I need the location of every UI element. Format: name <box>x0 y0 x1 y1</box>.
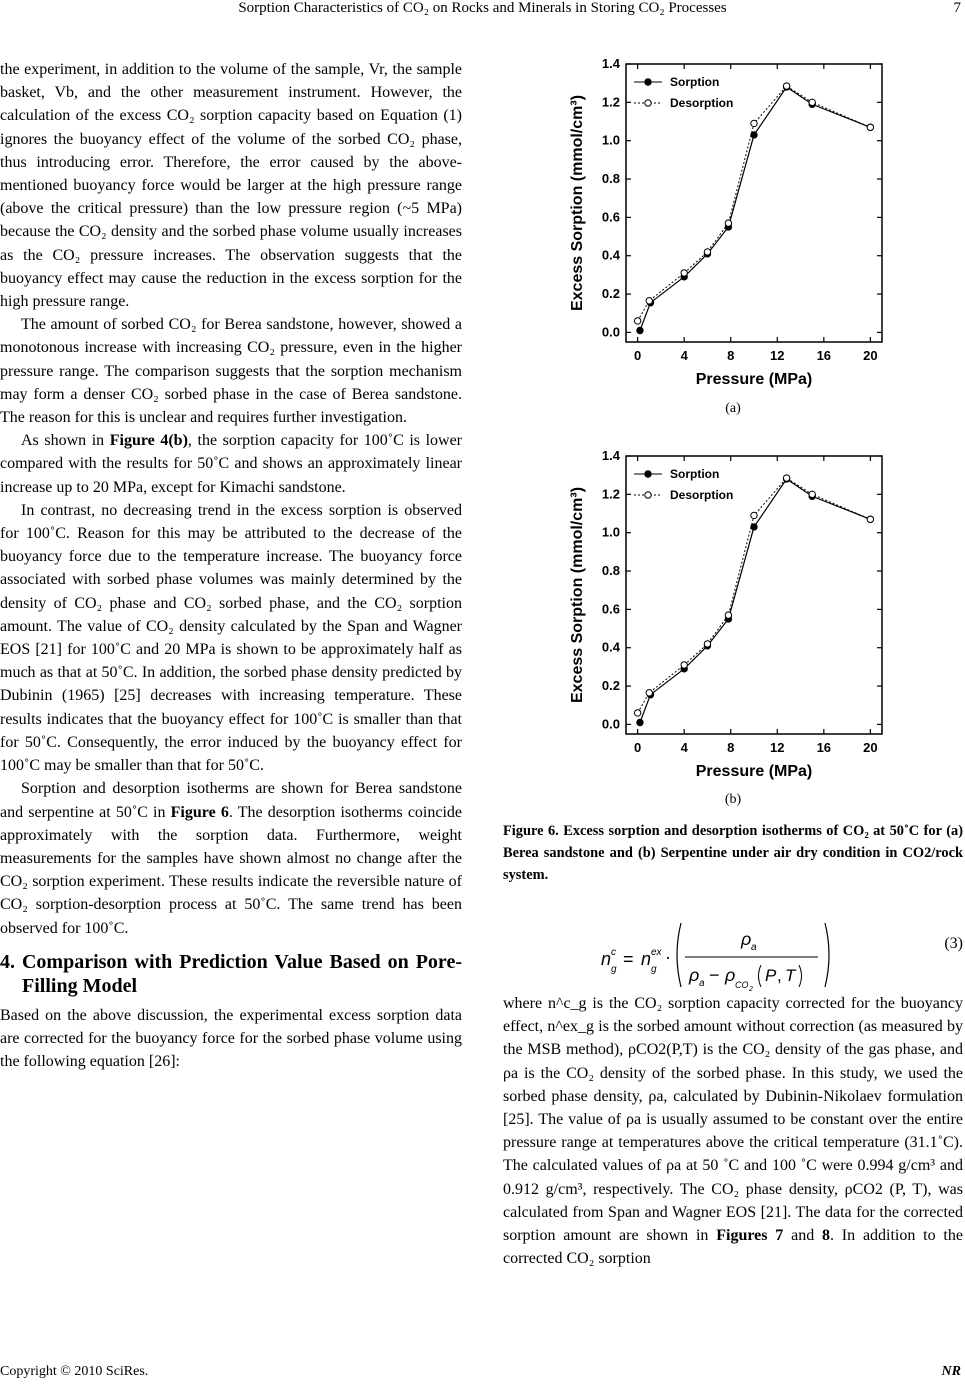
x-tick-label: 0 <box>634 348 642 363</box>
data-point-desorption <box>634 318 640 324</box>
plot-frame <box>626 64 882 342</box>
svg-text:a: a <box>699 978 705 989</box>
y-tick-label: 0.0 <box>601 716 620 732</box>
text-run: and <box>783 1227 822 1245</box>
x-tick-label: 16 <box>816 740 832 755</box>
figure-reference[interactable]: 8 <box>822 1227 830 1245</box>
text-run: Sorption and desorption isotherms are shown for Berea sandstone and serpentine at 50˚C in <box>0 780 462 821</box>
x-tick-label: 8 <box>727 348 735 363</box>
x-tick-label: 20 <box>863 740 878 755</box>
x-tick-label: 16 <box>816 348 832 363</box>
data-point-desorption <box>725 220 731 226</box>
svg-text:,: , <box>777 966 782 985</box>
svg-text:2: 2 <box>749 986 753 993</box>
data-point-desorption <box>783 475 789 481</box>
paragraph: The amount of sorbed CO₂ for Berea sandstone, however, showed a monotonous increase with increasing CO₂ pressure, even in the higher pressure range. The comparison suggests that the sorption mechanism may form a denser CO₂ sorbed phase in the case of Berea sandstone. The reason for this is unclear and requires further investigation. <box>0 316 462 427</box>
legend-marker <box>645 100 651 106</box>
svg-text:a: a <box>751 942 757 953</box>
data-point-desorption <box>867 124 873 130</box>
equation-3 <box>503 915 963 995</box>
equation-number: (3) <box>944 935 963 952</box>
data-point-desorption <box>751 120 757 126</box>
paragraph: the experiment, in addition to the volume of the sample, Vr, the sample basket, Vb, and the other measurement instrument. However, the calculation of the excess CO₂ sorption capacity based on Equation (1) ignores the buoyancy effect of the volume of the sorbed CO₂ phase, thus introducing error. Therefore, the error caused by the above-mentioned buoyancy force would be larger at the high pressure range (above the critical pressure) than the low pressure region (~5 MPa) because the CO₂ density and the sorbed phase volume usually increases as the CO₂ pressure increases. The observation suggests that the buoyancy effect may cause the reduction in the excess sorption for the high pressure range. <box>0 61 462 311</box>
plot-frame <box>626 456 882 734</box>
paragraph <box>0 777 462 939</box>
chart-panel-a <box>560 52 890 392</box>
svg-text:n: n <box>641 949 652 969</box>
svg-text:g: g <box>611 964 617 975</box>
svg-text:n: n <box>601 949 612 969</box>
svg-text:ρ: ρ <box>725 965 736 985</box>
figure-label-a: (a) <box>725 401 741 416</box>
data-point-desorption <box>809 491 815 497</box>
y-tick-label: 0.8 <box>601 171 620 187</box>
y-tick-label: 0.4 <box>601 247 620 263</box>
chart-panel-b <box>560 444 890 784</box>
copyright: Copyright © 2010 SciRes. <box>0 1364 149 1379</box>
legend-entry: Desorption <box>670 96 734 110</box>
legend-entry: Sorption <box>670 75 720 89</box>
page-footer <box>0 1364 965 1380</box>
svg-text:ρ: ρ <box>741 929 752 949</box>
data-point-sorption <box>637 719 643 725</box>
x-tick-label: 0 <box>634 740 642 755</box>
x-tick-label: 12 <box>770 348 785 363</box>
figure-caption: Figure 6. Excess sorption and desorption isotherms of CO₂ at 50˚C for (a) Berea sandstone and (b) Serpentine under air dry condition in CO2/rock system. <box>503 823 963 883</box>
y-tick-label: 1.2 <box>601 94 620 110</box>
text-run: where n^c_g is the CO₂ sorption capacity corrected for the buoyancy effect, n^ex_g is the sorbed amount without correction (as measured by the MSB method), ρCO2(P,T) is the CO₂ density of the gas phase, and ρa is the CO₂ density of the sorbed phase. In this study, we used the sorbed phase density, ρa, calculated by Dubinin-Nikolaev formulation [25]. The value of ρa is usually assumed to be constant over the entire pressure range at temperatures above the critical temperature (31.1˚C). The calculated values of ρa at 50 ˚C and 100 ˚C were 0.994 g/cm³ and 0.912 g/cm³, respectively. The CO₂ phase density, ρCO2 (P, T), was calculated from Span and Wagner EOS [21]. The data for the corrected sorption amount are shown in <box>503 995 963 1245</box>
y-tick-label: 1.0 <box>601 132 620 148</box>
equation-graphic <box>593 915 913 995</box>
data-point-sorption <box>637 327 643 333</box>
data-point-desorption <box>634 710 640 716</box>
x-tick-label: 12 <box>770 740 785 755</box>
legend-marker <box>645 79 651 85</box>
data-point-desorption <box>681 270 687 276</box>
page-number: 7 <box>953 0 961 16</box>
running-header <box>0 0 965 22</box>
x-axis-label: Pressure (MPa) <box>695 763 813 780</box>
data-point-desorption <box>646 690 652 696</box>
y-tick-label: 1.4 <box>601 448 620 463</box>
svg-text:ρ: ρ <box>689 965 700 985</box>
legend-marker <box>645 492 651 498</box>
y-tick-label: 0.8 <box>601 563 620 579</box>
figure-reference[interactable]: Figures 7 <box>716 1227 784 1245</box>
journal-abbrev: NR <box>941 1364 961 1379</box>
svg-text:CO: CO <box>735 980 749 990</box>
data-point-desorption <box>751 512 757 518</box>
svg-text:·: · <box>665 947 671 967</box>
figure-label-b: (b) <box>724 792 742 807</box>
y-tick-label: 0.2 <box>601 286 620 302</box>
x-tick-label: 4 <box>680 740 688 755</box>
svg-text:c: c <box>611 947 616 958</box>
figure-reference[interactable]: Figure 4(b) <box>109 432 188 450</box>
svg-text:P: P <box>765 966 777 985</box>
paragraph: In contrast, no decreasing trend in the excess sorption is observed for 100˚C. Reason for this may be attributed to the decrease of the buoyancy force due to the temperature increase. The buoyancy force associated with sorbed phase volumes was mainly determined by the density of CO₂ phase and CO₂ sorbed phase, and the CO₂ sorption amount. The value of CO₂ density calculated by the Span and Wagner EOS [21] for 100˚C and 20 MPa is shown to be approximately half as much as that at 50˚C. In addition, the sorbed phase density predicted by Dubinin (1965) [25] decreases with increasing temperature. These results indicates that the buoyancy effect for 100˚C is smaller than that for 50˚C. Consequently, the error induced by the buoyancy effect for 100˚C may be smaller than that for 50˚C. <box>0 501 462 775</box>
section-heading: 4. Comparison with Prediction Value Based on Pore-Filling Model <box>0 950 462 997</box>
data-point-desorption <box>646 298 652 304</box>
header-title: Sorption Characteristics of CO₂ on Rocks and Minerals in Storing CO₂ Processes <box>238 0 727 16</box>
y-tick-label: 0.6 <box>601 601 620 617</box>
x-tick-label: 8 <box>727 740 735 755</box>
y-tick-label: 1.0 <box>601 524 620 540</box>
paragraph <box>0 429 462 499</box>
data-point-desorption <box>783 83 789 89</box>
text-run: , the sorption capacity for 100˚C is lower compared with the results for 50˚C and shows an approximately linear increase up to 20 MPa, except for Kimachi sandstone. <box>0 432 463 496</box>
y-tick-label: 0.0 <box>601 324 620 340</box>
paragraph <box>503 992 963 1270</box>
y-tick-label: 1.2 <box>601 486 620 502</box>
x-axis-label: Pressure (MPa) <box>695 371 813 388</box>
data-point-desorption <box>704 249 710 255</box>
y-tick-label: 1.4 <box>601 56 620 71</box>
paragraph: Based on the above discussion, the experimental excess sorption data are corrected for the buoyancy force for the sorbed phase volume using the following equation [26]: <box>0 1006 462 1071</box>
svg-text:T: T <box>785 966 796 985</box>
data-point-desorption <box>725 612 731 618</box>
y-tick-label: 0.4 <box>601 639 620 655</box>
y-tick-label: 0.2 <box>601 678 620 694</box>
legend-entry: Sorption <box>670 467 720 481</box>
legend-entry: Desorption <box>670 488 734 502</box>
data-point-desorption <box>809 99 815 105</box>
left-column <box>0 58 462 1073</box>
y-tick-label: 0.6 <box>601 209 620 225</box>
x-tick-label: 20 <box>863 348 878 363</box>
right-column <box>503 992 963 1270</box>
svg-text:=: = <box>623 949 634 969</box>
y-axis-label: Excess Sorption (mmol/cm³) <box>569 94 586 312</box>
svg-text:ex: ex <box>651 947 662 958</box>
svg-text:−: − <box>709 965 720 985</box>
text-run: . The desorption isotherms coincide approximately with the sorption data. Furthermore, weight measurements for the samples have shown almost no change after the CO₂ sorption experiment. These results indicate the reversible nature of CO₂ sorption-desorption process at 50˚C. The same trend has been observed for 100˚C. <box>0 803 463 937</box>
data-point-desorption <box>681 662 687 668</box>
x-tick-label: 4 <box>680 348 688 363</box>
y-axis-label: Excess Sorption (mmol/cm³) <box>569 486 586 704</box>
text-run: As shown in <box>21 432 110 450</box>
data-point-desorption <box>867 516 873 522</box>
figure-reference[interactable]: Figure 6 <box>170 803 229 821</box>
text-run: . In addition to the corrected CO₂ sorption <box>503 1227 963 1268</box>
legend-marker <box>645 471 651 477</box>
svg-text:g: g <box>651 964 657 975</box>
data-point-desorption <box>704 641 710 647</box>
